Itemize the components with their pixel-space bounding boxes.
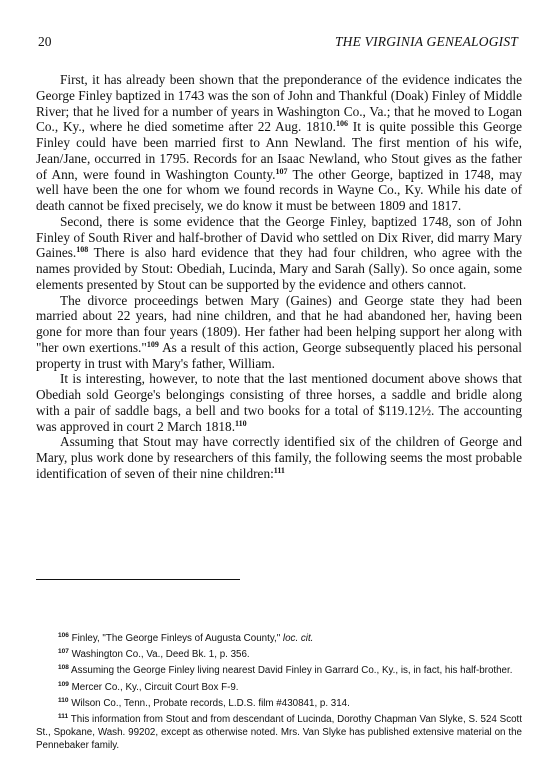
footnote-text: Washington Co., Va., Deed Bk. 1, p. 356.	[68, 649, 250, 661]
footnote	[36, 713, 522, 753]
footnote-ref: 107	[275, 166, 288, 176]
paragraph	[36, 434, 522, 481]
sentence: There is also hard evidence that they had four children, who agree with the names provided by Stout: Obediah, Lucinda, Mary and Sarah (Sally). So once again, some elements presented by Stout can be supported by the evidence and others cannot.	[36, 245, 522, 292]
footnote-number: 106	[58, 632, 69, 639]
footnote-number: 111	[58, 713, 69, 721]
footnotes	[36, 632, 522, 756]
footnote	[36, 681, 522, 694]
footnote	[36, 648, 522, 661]
sentence: Second, there is some evidence that the George Finley, baptized 1748, son of John Finley of South River and half-brother of David who settled on Dix River, did marry Mary Gaines.	[36, 213, 522, 261]
footnote-ref: 108	[76, 245, 89, 255]
sentence: Assuming that Stout may have correctly identified six of the children of George and Mary, plus work done by researchers of this family, the following seems the most probable identification of seven of their nine children:	[36, 434, 522, 481]
paragraph	[36, 371, 522, 434]
footnote-number: 109	[58, 680, 69, 688]
footnote-text: Wilson Co., Tenn., Probate records, L.D.S. film #430841, p. 314.	[68, 697, 350, 709]
footnote-number: 110	[58, 696, 69, 704]
footnote-number: 107	[58, 648, 69, 656]
footnote	[36, 632, 522, 645]
paragraph	[36, 293, 522, 372]
paragraph	[36, 72, 522, 214]
footnote-ref: 109	[146, 339, 159, 349]
footnote	[36, 664, 522, 677]
footnote-number: 108	[58, 664, 69, 672]
footnote-text-italic: loc. cit.	[282, 633, 314, 644]
footnote-text: Assuming the George Finley living nearest David Finley in Garrard Co., Ky., is, in fact, his half-brother.	[68, 665, 513, 677]
page-header	[38, 34, 518, 52]
sentence: The divorce proceedings betwen Mary (Gaines) and George state they had been married about 22 years, had nine children, and that he had abandoned her, having been gone for more than four years (1809). Her father had been helping support her along with "her own exertions."	[36, 292, 522, 355]
sentence: First, it has already been shown that the preponderance of the evidence indicates the George Finley baptized in 1743 was the son of John and Thankful (Doak) Finley of Middle River; that he lived for a number of years in Washington Co., Va.; that he moved to Logan Co., Ky., where he died sometime after 22 Aug. 1810.	[36, 72, 522, 135]
footnote-text: Finley, "The George Finleys of Augusta County,"	[68, 633, 283, 644]
sentence: It is interesting, however, to note that the last mentioned document above shows that Obediah sold George's belongings consisting of three horses, a saddle and bridle along with a pair of saddle bags, a bell and two books for a total of $119.12½. The accounting was approved in court 2 March 1818.	[36, 371, 522, 434]
footnote-text: This information from Stout and from descendant of Lucinda, Dorothy Chapman Van Slyke, S. 524 Scott St., Spokane, Wash. 99202, except as otherwise noted. Mrs. Van Slyke has published extensive material on the Pennebaker family.	[36, 714, 522, 752]
sentence: It is quite possible this George Finley could have been married first to Ann Newland. The first mention of his wife, Jean/Jane, occurred in 1795. Records for an Isaac Newland, who Stout gives as the father of Ann, were found in Washington County.	[36, 119, 522, 182]
running-title: THE VIRGINIA GENEALOGIST	[334, 34, 518, 49]
footnote	[36, 697, 522, 710]
footnote-divider	[36, 579, 240, 580]
footnote-text: Mercer Co., Ky., Circuit Court Box F-9.	[68, 681, 239, 693]
paragraph	[36, 214, 522, 293]
page-number: 20	[38, 34, 52, 49]
sentence: The other George, baptized in 1748, may well have been the one for whom we found records in Wayne Co., Ky. While his date of death cannot be fixed precisely, we do know it must be between 1809 and 1817.	[36, 166, 523, 213]
footnote-ref: 111	[273, 465, 285, 475]
footnote-ref: 110	[235, 418, 247, 428]
body-text	[36, 72, 522, 482]
sentence: As a result of this action, George subsequently placed his personal property in trust with Mary's father, William.	[36, 339, 522, 371]
footnote-ref: 106	[336, 119, 348, 129]
